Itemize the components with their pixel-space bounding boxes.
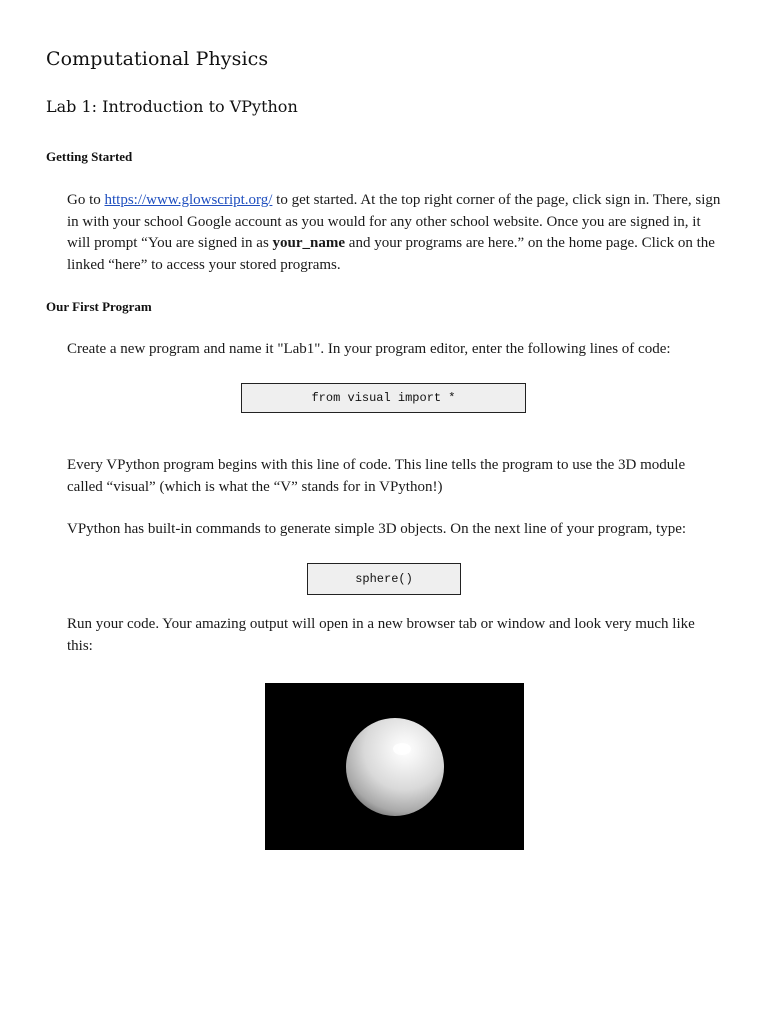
document-title: Computational Physics: [46, 48, 269, 70]
section-heading-first-program: Our First Program: [46, 299, 152, 314]
bold-your-name: your_name: [272, 235, 346, 251]
lab-title: Lab 1: Introduction to VPython: [46, 97, 298, 116]
paragraph-text: to get started. At the top right corner of the page, click sign in. There, sign in with your school Google account as you would for any other school website. Once you are signed in, it will prompt “You are signed in as: [67, 192, 721, 251]
code-snippet-sphere: sphere(): [307, 563, 461, 595]
glowscript-link[interactable]: https://www.glowscript.org/: [104, 192, 273, 208]
create-program-paragraph: Create a new program and name it "Lab1". In your program editor, enter the following lines of code:: [67, 341, 671, 357]
vpython-output-image: [265, 683, 524, 850]
getting-started-paragraph: [67, 190, 722, 276]
builtins-paragraph: VPython has built-in commands to generate simple 3D objects. On the next line of your program, type:: [67, 521, 687, 537]
sphere-render: [265, 683, 524, 850]
section-heading-getting-started: Getting Started: [46, 149, 133, 164]
run-code-paragraph: Run your code. Your amazing output will open in a new browser tab or window and look very much like this:: [67, 616, 695, 654]
paragraph-text: Go to: [67, 192, 105, 208]
sphere-highlight: [393, 743, 411, 755]
white-sphere: [346, 718, 444, 816]
paragraph-text: and your programs are here.” on the home page. Click on the linked “here” to access your stored programs.: [67, 235, 715, 273]
code-snippet-import: from visual import *: [241, 383, 526, 413]
explanation-paragraph: Every VPython program begins with this line of code. This line tells the program to use the 3D module called “visual” (which is what the “V” stands for in VPython!): [67, 457, 686, 495]
